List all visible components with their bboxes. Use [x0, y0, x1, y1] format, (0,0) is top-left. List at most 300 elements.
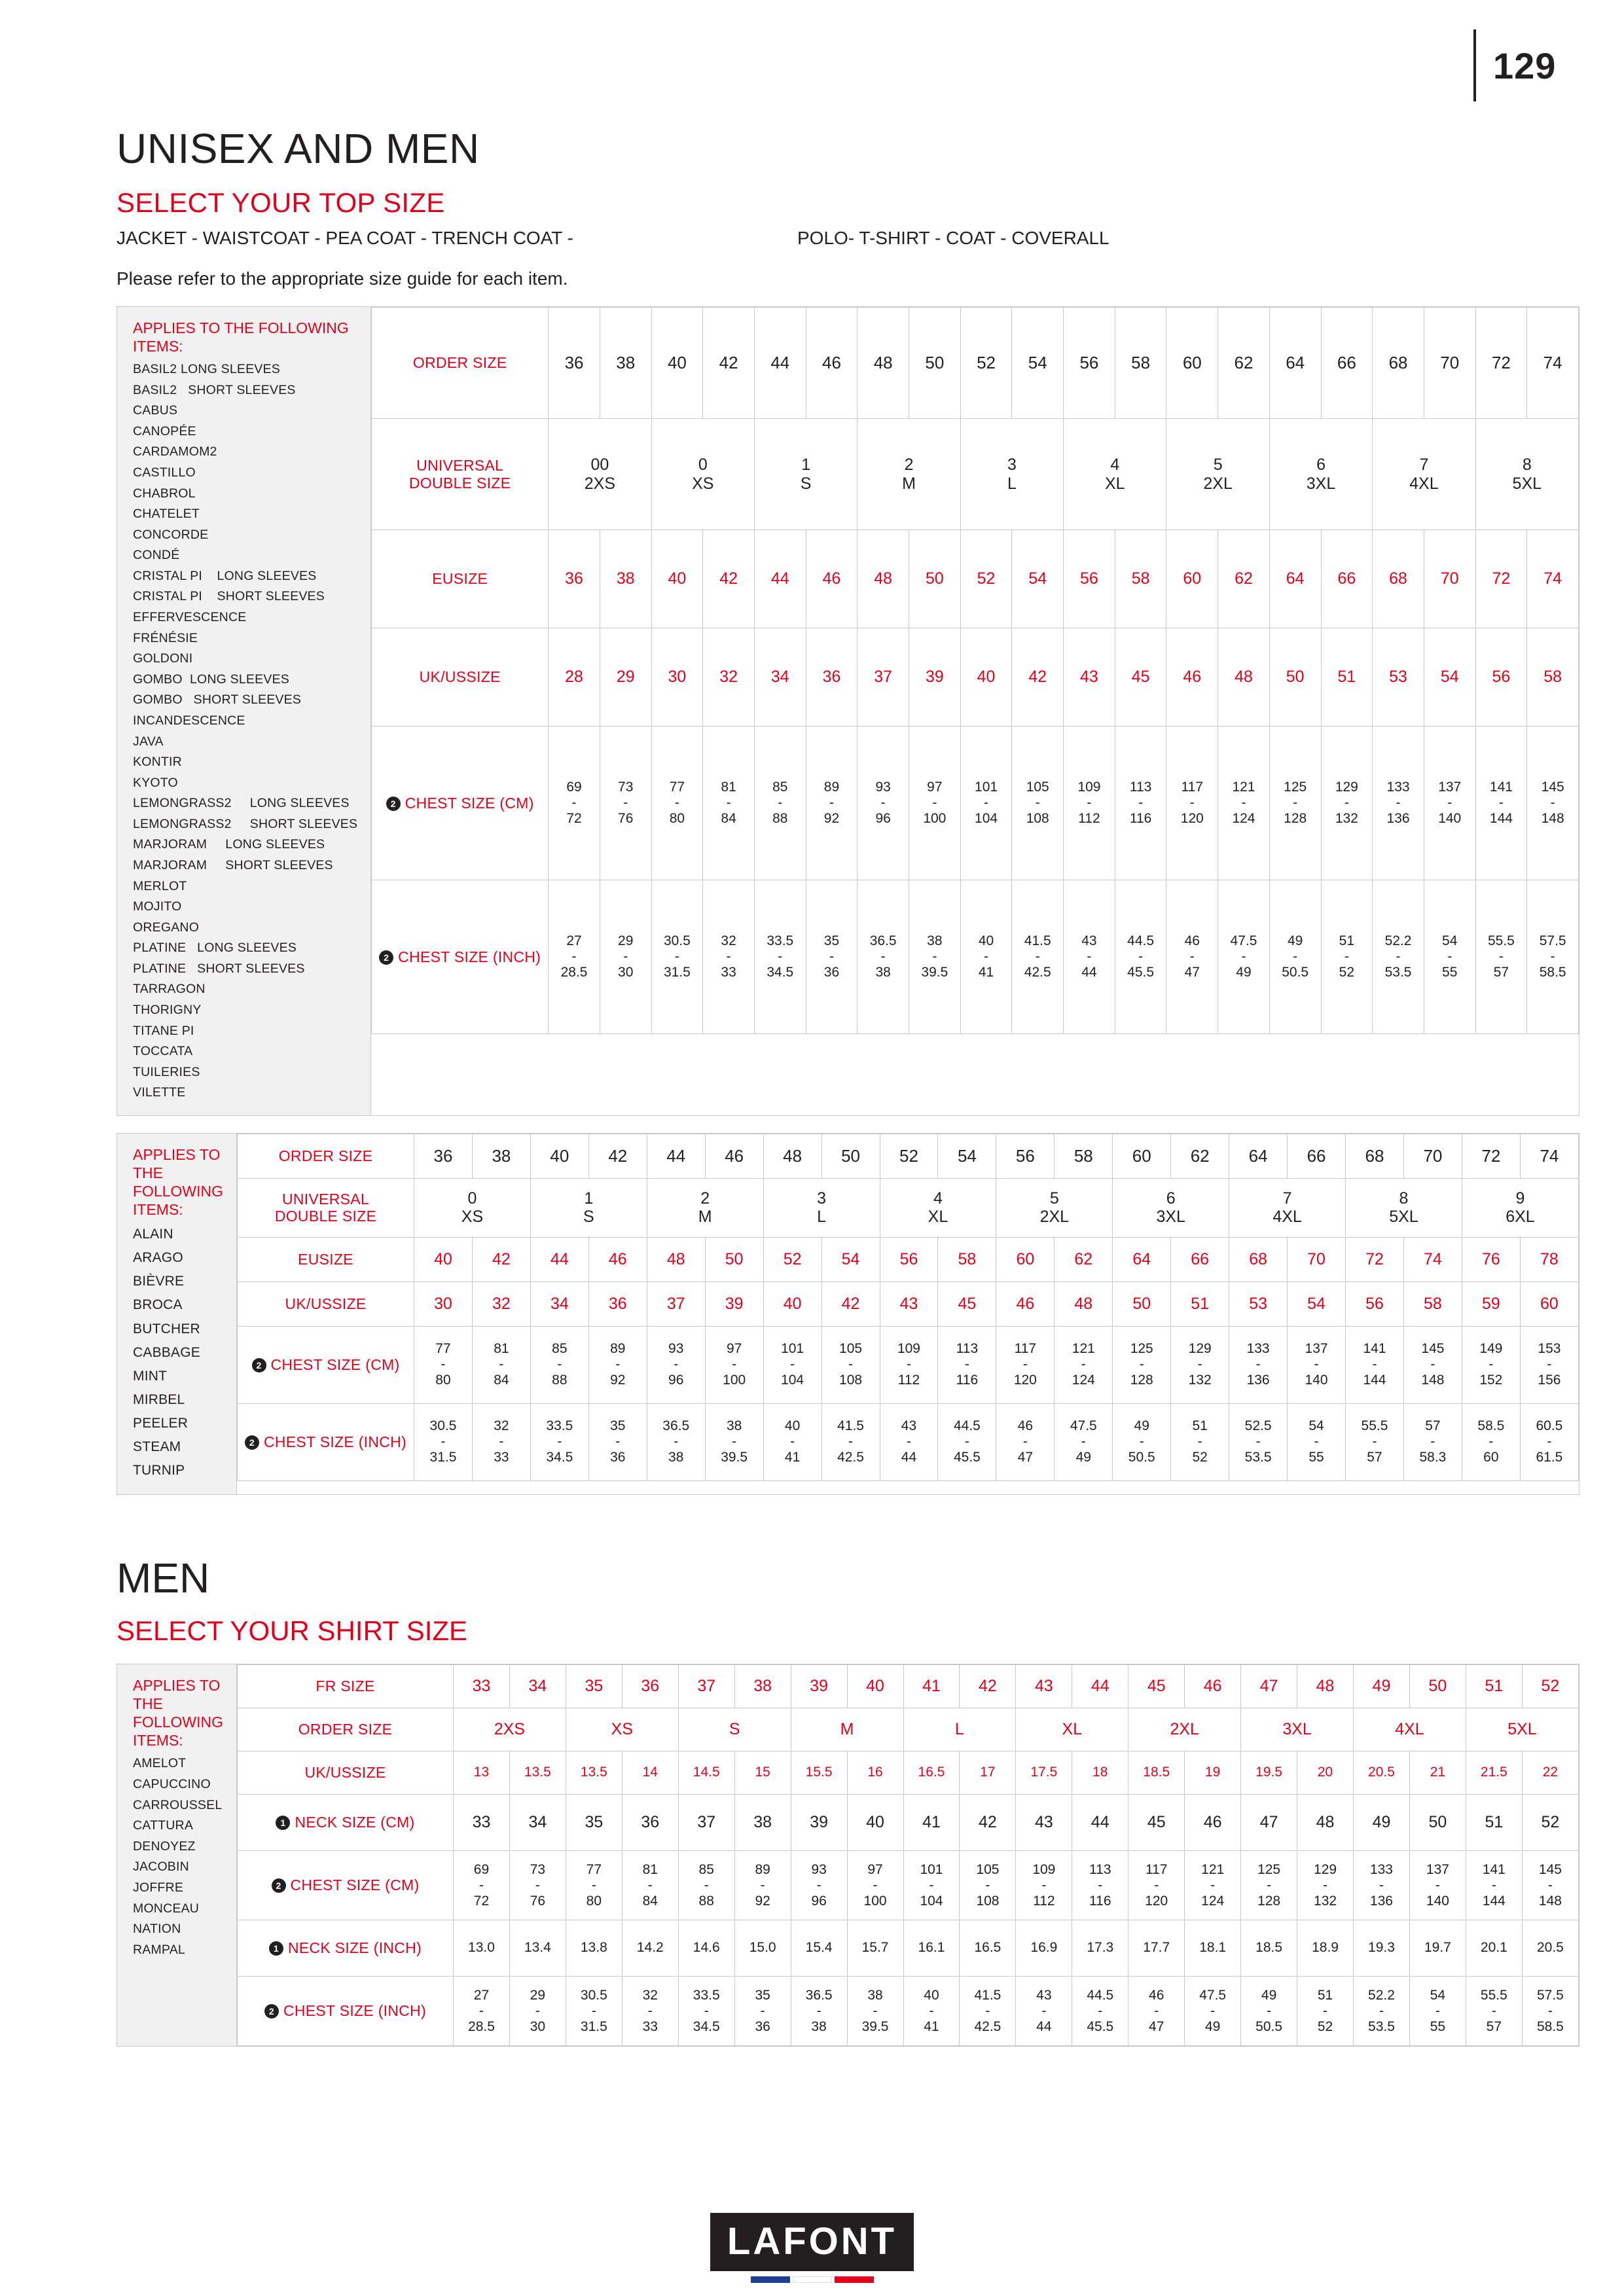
applies-to-list-2: [117, 1134, 237, 1494]
table-row: [238, 1920, 1579, 1977]
list-item: PEELER: [133, 1415, 189, 1431]
order-size-cell: 42: [588, 1134, 647, 1178]
uk-us-size-cell: 36: [588, 1282, 647, 1326]
row-label-chest-cm: 2 CHEST SIZE (CM): [238, 1326, 414, 1403]
applies-to-title-3-l1: APPLIES TO THE: [133, 1677, 221, 1713]
chest-cm-cell: 105 - 108: [960, 1851, 1016, 1920]
neck-cm-cell: 33: [454, 1795, 510, 1851]
order-size-cell: 40: [651, 308, 703, 419]
neck-inch-cell: 15.4: [791, 1920, 847, 1977]
uk-us-size-cell: 34: [754, 628, 806, 726]
universal-size-cell: 8 5XL: [1475, 419, 1578, 530]
eusize-cell: 50: [909, 530, 961, 628]
row-label-uk-us-size: UK/USSIZE: [238, 1282, 414, 1326]
universal-size-cell: 9 6XL: [1462, 1178, 1578, 1237]
fr-size-cell: 50: [1409, 1665, 1466, 1708]
eusize-cell: 40: [651, 530, 703, 628]
order-size-cell: 52: [880, 1134, 938, 1178]
uk-us-size-cell: 32: [472, 1282, 530, 1326]
chest-cm-cell: 141 - 144: [1475, 726, 1527, 880]
eusize-cell: 56: [1064, 530, 1115, 628]
chest-inch-cell: 30.5 - 31.5: [414, 1403, 473, 1480]
chest-cm-cell: 145 - 148: [1527, 726, 1579, 880]
applies-to-list-1: [117, 307, 371, 1115]
chest-cm-cell: 125 - 128: [1113, 1326, 1171, 1403]
fr-size-cell: 33: [454, 1665, 510, 1708]
page-number: 129: [1493, 45, 1557, 86]
uk-us-size-cell: 53: [1229, 1282, 1288, 1326]
uk-us-size-cell: 30: [651, 628, 703, 726]
list-item: JAVA: [133, 734, 164, 749]
fr-size-cell: 47: [1241, 1665, 1297, 1708]
eusize-cell: 44: [530, 1237, 588, 1282]
size-block-men-shirt: [117, 1664, 1579, 2047]
uk-us-size-cell: 42: [1012, 628, 1064, 726]
neck-cm-cell: 52: [1522, 1795, 1578, 1851]
eusize-cell: 70: [1424, 530, 1475, 628]
order-size-cell: 44: [754, 308, 806, 419]
chest-inch-cell: 44.5 - 45.5: [1115, 880, 1166, 1034]
universal-size-cell: 4 XL: [880, 1178, 996, 1237]
chest-inch-cell: 49 - 50.5: [1269, 880, 1321, 1034]
chest-inch-cell: 47.5 - 49: [1218, 880, 1270, 1034]
chest-cm-cell: 97 - 100: [705, 1326, 763, 1403]
order-size-group-cell: S: [678, 1708, 791, 1751]
neck-inch-cell: 20.1: [1466, 1920, 1522, 1977]
uk-us-size-cell: 51: [1171, 1282, 1229, 1326]
step-number-icon: 2: [245, 1435, 259, 1450]
uk-us-size-cell: 28: [549, 628, 600, 726]
order-size-cell: 48: [763, 1134, 821, 1178]
size-table-3-wrap: [237, 1664, 1579, 2046]
chest-inch-cell: 43 - 44: [1016, 1977, 1072, 2046]
row-label-universal-double-size: UNIVERSAL DOUBLE SIZE: [238, 1178, 414, 1237]
chest-cm-cell: 141 - 144: [1466, 1851, 1522, 1920]
eusize-cell: 66: [1321, 530, 1373, 628]
chest-inch-cell: 29 - 30: [509, 1977, 566, 2046]
universal-size-cell: 1 S: [754, 419, 857, 530]
chest-inch-cell: 51 - 52: [1171, 1403, 1229, 1480]
table-row: [238, 1134, 1579, 1178]
list-item: CAPUCCINO: [133, 1777, 211, 1792]
uk-us-size-cell: 58: [1403, 1282, 1462, 1326]
order-size-cell: 72: [1462, 1134, 1520, 1178]
order-size-cell: 40: [530, 1134, 588, 1178]
universal-size-cell: 7 4XL: [1229, 1178, 1346, 1237]
eusize-cell: 42: [472, 1237, 530, 1282]
table-row: [372, 308, 1579, 419]
chest-cm-cell: 145 - 148: [1522, 1851, 1578, 1920]
chest-cm-cell: 121 - 124: [1185, 1851, 1241, 1920]
list-item: LEMONGRASS2 LONG SLEEVES: [133, 796, 350, 811]
neck-cm-cell: 51: [1466, 1795, 1522, 1851]
uk-us-size-cell: 54: [1288, 1282, 1346, 1326]
chest-cm-cell: 109 - 112: [1064, 726, 1115, 880]
row-label-chest-inch: 2 CHEST SIZE (INCH): [238, 1977, 454, 2046]
eusize-cell: 38: [600, 530, 651, 628]
chest-inch-cell: 33.5 - 34.5: [754, 880, 806, 1034]
fr-size-cell: 44: [1072, 1665, 1128, 1708]
universal-size-cell: 5 2XL: [1166, 419, 1269, 530]
neck-cm-cell: 49: [1354, 1795, 1410, 1851]
eusize-cell: 76: [1462, 1237, 1520, 1282]
eusize-cell: 78: [1520, 1237, 1578, 1282]
chest-cm-cell: 113 - 116: [1072, 1851, 1128, 1920]
eusize-cell: 46: [588, 1237, 647, 1282]
uk-us-size-cell: 43: [880, 1282, 938, 1326]
table-row: [238, 1708, 1579, 1751]
order-size-group-cell: XS: [566, 1708, 678, 1751]
brand-logo: LAFONT: [710, 2213, 914, 2271]
row-label-chest-inch: 2 CHEST SIZE (INCH): [372, 880, 549, 1034]
uk-us-size-cell: 14: [622, 1751, 678, 1795]
list-item: BASIL2 SHORT SLEEVES: [133, 382, 296, 397]
chest-inch-cell: 55.5 - 57: [1346, 1403, 1404, 1480]
chest-cm-cell: 81 - 84: [703, 726, 755, 880]
neck-inch-cell: 16.9: [1016, 1920, 1072, 1977]
order-size-group-cell: 2XS: [454, 1708, 566, 1751]
uk-us-size-cell: 21.5: [1466, 1751, 1522, 1795]
neck-cm-cell: 43: [1016, 1795, 1072, 1851]
chest-cm-cell: 133 - 136: [1354, 1851, 1410, 1920]
universal-size-cell: 8 5XL: [1346, 1178, 1462, 1237]
chest-inch-cell: 32 - 33: [703, 880, 755, 1034]
fr-size-cell: 49: [1354, 1665, 1410, 1708]
list-item: FRÉNÉSIE: [133, 630, 198, 645]
uk-us-size-cell: 19: [1185, 1751, 1241, 1795]
chest-inch-cell: 27 - 28.5: [549, 880, 600, 1034]
eusize-cell: 74: [1527, 530, 1579, 628]
footer-logo: [0, 2213, 1624, 2283]
order-size-cell: 54: [1012, 308, 1064, 419]
uk-us-size-cell: 36: [806, 628, 857, 726]
neck-cm-cell: 37: [678, 1795, 734, 1851]
fr-size-cell: 41: [903, 1665, 960, 1708]
order-size-cell: 58: [1055, 1134, 1113, 1178]
chest-inch-cell: 38 - 39.5: [705, 1403, 763, 1480]
fr-size-cell: 40: [847, 1665, 903, 1708]
eusize-cell: 52: [763, 1237, 821, 1282]
chest-inch-cell: 52.2 - 53.5: [1373, 880, 1424, 1034]
table-row: [372, 419, 1579, 530]
neck-cm-cell: 45: [1128, 1795, 1185, 1851]
row-label-order-size: ORDER SIZE: [238, 1134, 414, 1178]
list-item: BIÈVRE: [133, 1274, 185, 1289]
uk-us-size-cell: 46: [996, 1282, 1055, 1326]
order-size-cell: 68: [1346, 1134, 1404, 1178]
order-size-cell: 56: [1064, 308, 1115, 419]
fr-size-cell: 52: [1522, 1665, 1578, 1708]
chest-inch-cell: 36.5 - 38: [857, 880, 909, 1034]
list-item: PLATINE SHORT SLEEVES: [133, 961, 305, 976]
neck-inch-cell: 19.7: [1409, 1920, 1466, 1977]
row-label-chest-inch: 2 CHEST SIZE (INCH): [238, 1403, 414, 1480]
table-row: [238, 1977, 1579, 2046]
chest-cm-cell: 89 - 92: [806, 726, 857, 880]
order-size-cell: 36: [414, 1134, 473, 1178]
uk-us-size-cell: 56: [1346, 1282, 1404, 1326]
order-size-cell: 52: [960, 308, 1012, 419]
chest-cm-cell: 109 - 112: [880, 1326, 938, 1403]
list-item: KONTIR: [133, 755, 182, 770]
step-number-icon: 2: [252, 1358, 266, 1372]
table-row: [372, 628, 1579, 726]
applies-to-title-1: APPLIES TO THE FOLLOWING ITEMS:: [133, 319, 349, 355]
order-size-cell: 38: [472, 1134, 530, 1178]
list-item: GOLDONI: [133, 651, 193, 666]
uk-us-size-cell: 45: [938, 1282, 996, 1326]
uk-us-size-cell: 40: [763, 1282, 821, 1326]
fr-size-cell: 36: [622, 1665, 678, 1708]
list-item: THORIGNY: [133, 1003, 202, 1018]
eusize-cell: 48: [647, 1237, 705, 1282]
chest-inch-cell: 41.5 - 42.5: [821, 1403, 880, 1480]
chest-cm-cell: 117 - 120: [1166, 726, 1218, 880]
chest-cm-cell: 93 - 96: [647, 1326, 705, 1403]
table-row: [238, 1326, 1579, 1403]
order-size-cell: 70: [1424, 308, 1475, 419]
chest-inch-cell: 41.5 - 42.5: [1012, 880, 1064, 1034]
list-item: TOCCATA: [133, 1044, 193, 1059]
row-label-uk-us-size: UK/USSIZE: [238, 1751, 454, 1795]
chest-cm-cell: 89 - 92: [734, 1851, 791, 1920]
table-row: [238, 1851, 1579, 1920]
uk-us-size-cell: 37: [647, 1282, 705, 1326]
chest-inch-cell: 57.5 - 58.5: [1527, 880, 1579, 1034]
list-item: MIRBEL: [133, 1391, 185, 1407]
table-row: [238, 1795, 1579, 1851]
size-table-2-wrap: [237, 1134, 1579, 1494]
chest-cm-cell: 97 - 100: [847, 1851, 903, 1920]
men-title: MEN: [117, 1554, 210, 1602]
eusize-cell: 56: [880, 1237, 938, 1282]
table-row: [372, 726, 1579, 880]
chest-inch-cell: 44.5 - 45.5: [1072, 1977, 1128, 2046]
fr-size-cell: 42: [960, 1665, 1016, 1708]
neck-cm-cell: 38: [734, 1795, 791, 1851]
universal-size-cell: 3 L: [763, 1178, 880, 1237]
chest-inch-cell: 54 - 55: [1288, 1403, 1346, 1480]
fr-size-cell: 48: [1297, 1665, 1354, 1708]
chest-inch-cell: 33.5 - 34.5: [530, 1403, 588, 1480]
list-item: CHATELET: [133, 507, 200, 522]
table-row: [238, 1282, 1579, 1326]
chest-cm-cell: 145 - 148: [1403, 1326, 1462, 1403]
universal-size-cell: 1 S: [530, 1178, 647, 1237]
chest-cm-cell: 137 - 140: [1288, 1326, 1346, 1403]
chest-cm-cell: 149 - 152: [1462, 1326, 1520, 1403]
chest-inch-cell: 51 - 52: [1297, 1977, 1354, 2046]
page-title: UNISEX AND MEN: [117, 125, 480, 172]
order-size-cell: 46: [705, 1134, 763, 1178]
fr-size-cell: 51: [1466, 1665, 1522, 1708]
list-item: ARAGO: [133, 1250, 183, 1266]
neck-cm-cell: 50: [1409, 1795, 1466, 1851]
chest-inch-cell: 30.5 - 31.5: [566, 1977, 622, 2046]
uk-us-size-cell: 51: [1321, 628, 1373, 726]
order-size-group-cell: L: [903, 1708, 1016, 1751]
chest-inch-cell: 38 - 39.5: [847, 1977, 903, 2046]
step-number-icon: 1: [276, 1816, 290, 1830]
row-label-order-size: ORDER SIZE: [372, 308, 549, 419]
chest-inch-cell: 58.5 - 60: [1462, 1403, 1520, 1480]
chest-cm-cell: 101 - 104: [903, 1851, 960, 1920]
fr-size-cell: 43: [1016, 1665, 1072, 1708]
row-label-eusize: EUSIZE: [238, 1237, 414, 1282]
row-label-universal-double-size: UNIVERSAL DOUBLE SIZE: [372, 419, 549, 530]
order-size-cell: 74: [1527, 308, 1579, 419]
chest-inch-cell: 44.5 - 45.5: [938, 1403, 996, 1480]
order-size-group-cell: 4XL: [1354, 1708, 1466, 1751]
chest-cm-cell: 101 - 104: [960, 726, 1012, 880]
fr-size-cell: 46: [1185, 1665, 1241, 1708]
eusize-cell: 66: [1171, 1237, 1229, 1282]
chest-cm-cell: 93 - 96: [791, 1851, 847, 1920]
chest-inch-cell: 49 - 50.5: [1241, 1977, 1297, 2046]
order-size-cell: 50: [909, 308, 961, 419]
chest-cm-cell: 89 - 92: [588, 1326, 647, 1403]
size-table-1-wrap: [371, 307, 1579, 1115]
eusize-cell: 42: [703, 530, 755, 628]
order-size-cell: 56: [996, 1134, 1055, 1178]
fr-size-cell: 38: [734, 1665, 791, 1708]
universal-size-cell: 3 L: [960, 419, 1063, 530]
list-item: KYOTO: [133, 775, 178, 790]
universal-size-cell: 7 4XL: [1373, 419, 1475, 530]
list-item: CRISTAL PI LONG SLEEVES: [133, 568, 317, 583]
uk-us-size-cell: 16.5: [903, 1751, 960, 1795]
uk-us-size-cell: 40: [960, 628, 1012, 726]
table-row: [372, 880, 1579, 1034]
garment-type-right: POLO- T-SHIRT - COAT - COVERALL: [797, 228, 1110, 248]
step-number-icon: 2: [264, 2004, 279, 2018]
fr-size-cell: 35: [566, 1665, 622, 1708]
applies-to-title-2: APPLIES TO THE FOLLOWING ITEMS:: [133, 1145, 224, 1219]
uk-us-size-cell: 42: [821, 1282, 880, 1326]
neck-inch-cell: 13.0: [454, 1920, 510, 1977]
chest-inch-cell: 57.5 - 58.5: [1522, 1977, 1578, 2046]
list-item: ALAIN: [133, 1227, 173, 1242]
order-size-cell: 60: [1166, 308, 1218, 419]
list-item: TURNIP: [133, 1463, 185, 1479]
uk-us-size-cell: 48: [1218, 628, 1270, 726]
fr-size-cell: 45: [1128, 1665, 1185, 1708]
list-item: INCANDESCENCE: [133, 713, 245, 728]
chest-cm-cell: 153 - 156: [1520, 1326, 1578, 1403]
list-item: OREGANO: [133, 920, 200, 935]
eusize-cell: 50: [705, 1237, 763, 1282]
applies-to-list-3: [117, 1664, 237, 2046]
uk-us-size-cell: 20: [1297, 1751, 1354, 1795]
neck-inch-cell: 18.9: [1297, 1920, 1354, 1977]
universal-size-cell: 0 XS: [651, 419, 754, 530]
size-block-unisex-2: [117, 1133, 1579, 1495]
eusize-cell: 68: [1373, 530, 1424, 628]
chest-inch-cell: 40 - 41: [763, 1403, 821, 1480]
chest-cm-cell: 137 - 140: [1409, 1851, 1466, 1920]
neck-cm-cell: 39: [791, 1795, 847, 1851]
eusize-cell: 60: [996, 1237, 1055, 1282]
list-item: BUTCHER: [133, 1321, 200, 1336]
eusize-cell: 62: [1218, 530, 1270, 628]
list-item: MARJORAM SHORT SLEEVES: [133, 857, 333, 872]
neck-cm-cell: 42: [960, 1795, 1016, 1851]
item-list-3: [133, 1753, 223, 1960]
order-size-cell: 74: [1520, 1134, 1578, 1178]
neck-inch-cell: 17.7: [1128, 1920, 1185, 1977]
chest-cm-cell: 113 - 116: [1115, 726, 1166, 880]
eusize-cell: 74: [1403, 1237, 1462, 1282]
order-size-cell: 46: [806, 308, 857, 419]
row-label-uk-us-size: UK/USSIZE: [372, 628, 549, 726]
chest-inch-cell: 52.5 - 53.5: [1229, 1403, 1288, 1480]
chest-inch-cell: 35 - 36: [806, 880, 857, 1034]
applies-to-title-3: [133, 1676, 223, 1749]
eusize-cell: 70: [1288, 1237, 1346, 1282]
uk-us-size-cell: 43: [1064, 628, 1115, 726]
chest-cm-cell: 113 - 116: [938, 1326, 996, 1403]
list-item: PLATINE LONG SLEEVES: [133, 941, 297, 956]
order-size-cell: 50: [821, 1134, 880, 1178]
list-item: CARDAMOM2: [133, 444, 217, 459]
neck-inch-cell: 20.5: [1522, 1920, 1578, 1977]
list-item: CARROUSSEL: [133, 1797, 223, 1812]
list-item: BROCA: [133, 1297, 183, 1313]
universal-size-cell: 2 M: [647, 1178, 763, 1237]
chest-cm-cell: 77 - 80: [566, 1851, 622, 1920]
uk-us-size-cell: 13: [454, 1751, 510, 1795]
table-row: [372, 530, 1579, 628]
uk-us-size-cell: 29: [600, 628, 651, 726]
order-size-cell: 68: [1373, 308, 1424, 419]
neck-cm-cell: 46: [1185, 1795, 1241, 1851]
chest-inch-cell: 32 - 33: [472, 1403, 530, 1480]
order-size-cell: 62: [1171, 1134, 1229, 1178]
order-size-cell: 54: [938, 1134, 996, 1178]
list-item: TUILERIES: [133, 1064, 200, 1079]
neck-inch-cell: 16.5: [960, 1920, 1016, 1977]
chest-inch-cell: 32 - 33: [622, 1977, 678, 2046]
chest-inch-cell: 55.5 - 57: [1466, 1977, 1522, 2046]
order-size-cell: 38: [600, 308, 651, 419]
universal-size-cell: 0 XS: [414, 1178, 531, 1237]
chest-cm-cell: 129 - 132: [1171, 1326, 1229, 1403]
page-subtitle: SELECT YOUR TOP SIZE: [117, 187, 445, 218]
order-size-group-cell: XL: [1016, 1708, 1128, 1751]
list-item: CONDÉ: [133, 548, 180, 563]
chest-cm-cell: 133 - 136: [1373, 726, 1424, 880]
eusize-cell: 48: [857, 530, 909, 628]
fr-size-cell: 39: [791, 1665, 847, 1708]
uk-us-size-cell: 14.5: [678, 1751, 734, 1795]
uk-us-size-cell: 60: [1520, 1282, 1578, 1326]
eusize-cell: 44: [754, 530, 806, 628]
eusize-cell: 68: [1229, 1237, 1288, 1282]
guide-note: Please refer to the appropriate size guide for each item.: [117, 268, 568, 289]
chest-inch-cell: 52.2 - 53.5: [1354, 1977, 1410, 2046]
chest-inch-cell: 35 - 36: [734, 1977, 791, 2046]
list-item: RAMPAL: [133, 1942, 185, 1957]
neck-cm-cell: 36: [622, 1795, 678, 1851]
chest-inch-cell: 33.5 - 34.5: [678, 1977, 734, 2046]
chest-cm-cell: 97 - 100: [909, 726, 961, 880]
neck-inch-cell: 16.1: [903, 1920, 960, 1977]
chest-cm-cell: 81 - 84: [622, 1851, 678, 1920]
chest-cm-cell: 85 - 88: [678, 1851, 734, 1920]
uk-us-size-cell: 16: [847, 1751, 903, 1795]
chest-cm-cell: 77 - 80: [651, 726, 703, 880]
chest-inch-cell: 57 - 58.3: [1403, 1403, 1462, 1480]
